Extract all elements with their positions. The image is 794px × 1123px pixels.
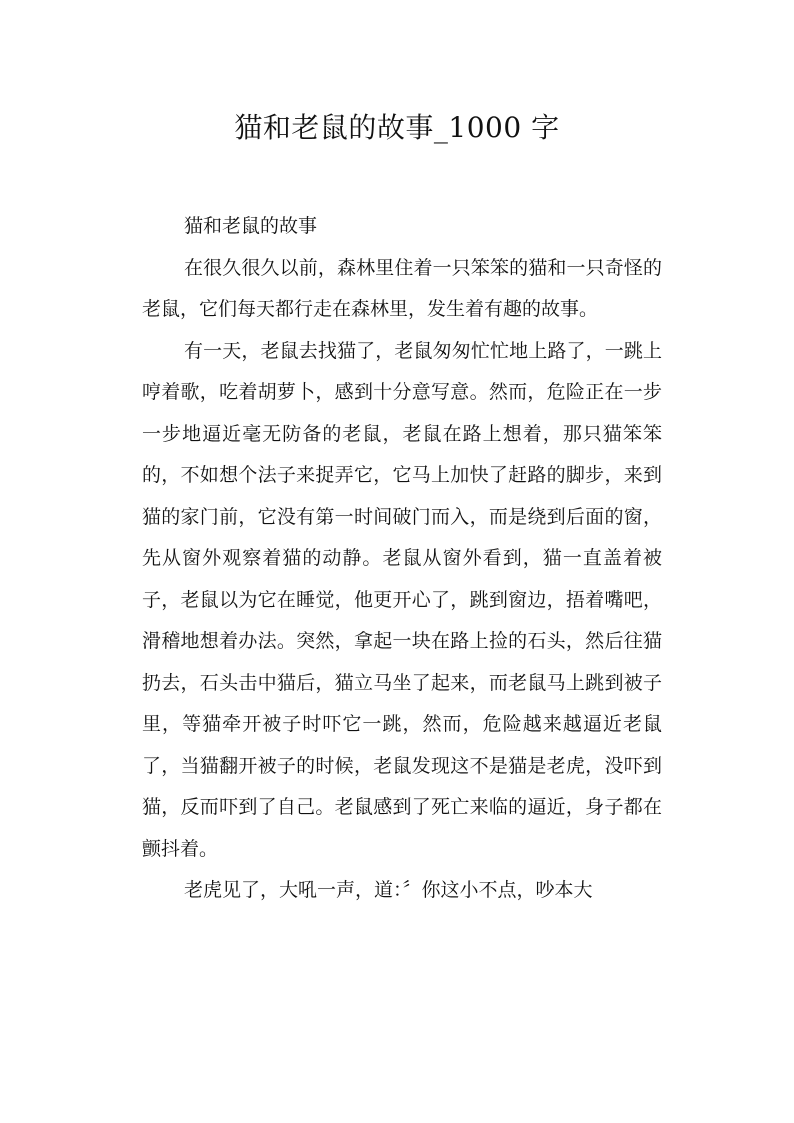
paragraph-heading: 猫和老鼠的故事 <box>184 215 318 237</box>
paragraph-3: 老虎见了，大吼一声，道：〞你这小不点，吵本大 <box>184 879 593 901</box>
paragraph-2: 有一天，老鼠去找猫了，老鼠匆匆忙忙地上路了，一跳上哼着歌，吃着胡萝卜，感到十分意写意。然而，危险正在一步一步地逼近毫无防备的老鼠，老鼠在路上想着，那只猫笨笨的，不如想个法子来捉弄它，它马上加快了赶路的脚步，来到猫的家门前，它没有第一时间破门而入，而是绕到后面的窗，先从窗外观察着猫的动静。老鼠从窗外看到，猫一直盖着被子，老鼠以为它在睡觉，他更开心了，跳到窗边，捂着嘴吧，滑稽地想着办法。突然，拿起一块在路上捡的石头，然后往猫扔去，石头击中猫后，猫立马坐了起来，而老鼠马上跳到被子里，等猫牵开被子时吓它一跳，然而，危险越来越逼近老鼠了，当猫翻开被子的时候，老鼠发现这不是猫是老虎，没吓到猫，反而吓到了自己。老鼠感到了死亡来临的逼近，身子都在颤抖着。 <box>142 339 662 860</box>
document-title: 猫和老鼠的故事_1000 字 <box>234 111 560 144</box>
paragraph-1: 在很久很久以前，森林里住着一只笨笨的猫和一只奇怪的老鼠，它们每天都行走在森林里，发生着有趣的故事。 <box>142 256 662 320</box>
document-body <box>142 206 662 912</box>
